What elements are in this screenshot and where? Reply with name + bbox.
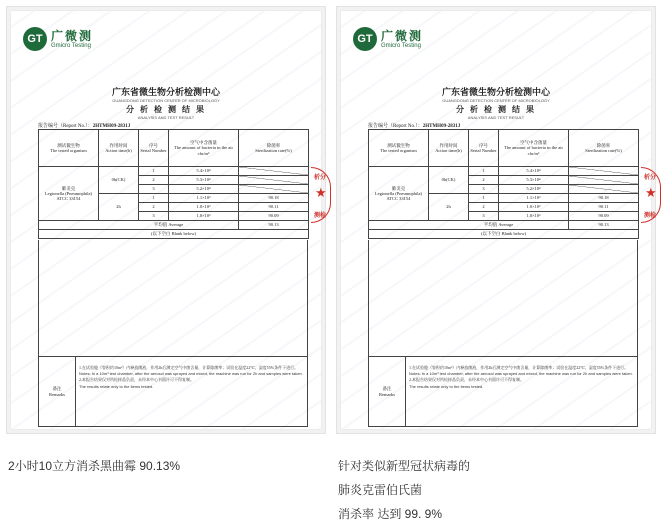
report-number-label: 报告编号（Report No.）： (38, 124, 93, 129)
blank-below-note: (以下空白 Blank below) (39, 230, 309, 239)
amount-cell: 5.2×10⁴ (499, 185, 569, 194)
seal-text-top: 析分 (314, 175, 327, 181)
seal-text-bottom: 测检 (314, 213, 327, 219)
average-value: 90.13 (239, 221, 309, 230)
rate-cell-empty (239, 176, 309, 185)
header-rate: 除菌率 Sterilization rate(%) (239, 130, 309, 167)
result-title-en: ANALYSIS AND TEST RESULT (137, 115, 195, 120)
organism-cell (39, 167, 99, 221)
header-organism: 测试微生物 The tested organism (369, 130, 429, 167)
time-ck-cell: 0h(CK) (429, 167, 469, 194)
rate-cell-empty (239, 185, 309, 194)
remarks-label (369, 357, 406, 426)
average-row (39, 221, 309, 230)
center-title-en: GUANGDONG DETECTION CENTER OF MICROBIOLOGY (442, 98, 550, 103)
caption-right-line1: 针对类似新型冠状病毒的 (338, 459, 471, 473)
logo (23, 25, 95, 59)
rate-cell: 90.11 (239, 203, 309, 212)
serial-cell: 3 (469, 185, 499, 194)
rate-cell: 90.11 (569, 203, 639, 212)
serial-cell: 2 (139, 176, 169, 185)
logo-name-en: Gmicro Testing (381, 43, 421, 49)
blank-row (39, 230, 309, 239)
organism-strain: ATCC 33154 (386, 196, 411, 202)
average-value: 90.13 (569, 221, 639, 230)
report-number-label: 报告编号（Report No.）： (368, 124, 423, 129)
blank-area (368, 240, 638, 357)
remarks-label-en: Remarks (49, 392, 65, 397)
remark-line: Notes: In a 10m³ test chamber, after the aerosol was sprayed and mixed, the machine was run for 2h and samples were taken. (409, 371, 633, 377)
serial-cell: 2 (139, 203, 169, 212)
amount-cell: 5.2×10⁴ (169, 185, 239, 194)
rate-cell-empty (569, 185, 639, 194)
caption-right-line2: 肺炎克雷伯氏菌 (338, 483, 423, 497)
amount-cell: 1.0×10³ (499, 203, 569, 212)
blank-below-note: (以下空白 Blank below) (369, 230, 639, 239)
amount-cell: 5.4×10⁴ (169, 167, 239, 176)
serial-cell: 3 (139, 185, 169, 194)
average-label: 平均值 Average (369, 221, 569, 230)
average-label: 平均值 Average (39, 221, 239, 230)
result-table (368, 129, 639, 239)
rate-cell: 90.18 (569, 194, 639, 203)
header-time: 作用时间 Action time(h) (99, 130, 139, 167)
caption-right-line3: 消杀率 达到 99. 9% (338, 507, 443, 521)
seal-text-bottom: 测检 (644, 213, 657, 219)
seal-text-top: 析分 (644, 175, 657, 181)
average-row (369, 221, 639, 230)
red-seal-stamp (311, 167, 331, 223)
result-title-cn: 分 析 检 测 结 果 (456, 105, 536, 114)
serial-cell: 3 (469, 212, 499, 221)
time-2h-cell: 2h (99, 194, 139, 221)
header-organism: 测试微生物 The tested organism (39, 130, 99, 167)
table-header-row (369, 130, 639, 167)
rate-cell: 90.18 (239, 194, 309, 203)
time-2h-cell: 2h (429, 194, 469, 221)
logo (353, 25, 425, 59)
serial-cell: 1 (469, 194, 499, 203)
blank-area (38, 240, 308, 357)
amount-cell: 1.1×10³ (169, 194, 239, 203)
logo-icon: GT (353, 27, 377, 51)
serial-cell: 3 (139, 212, 169, 221)
logo-name-cn: 广微测 (381, 29, 424, 43)
rate-cell: 90.09 (239, 212, 309, 221)
star-icon: ★ (645, 185, 657, 200)
header-amount: 空气中含菌量 The amount of bacteria in the air cfu/m³ (499, 130, 569, 167)
remarks-label-en: Remarks (379, 392, 395, 397)
remark-line: 2.本报告结果仅对所检样品负责，未经本中心书面许可不得复制。 (409, 377, 524, 383)
report-number-value: 2HTMH09-2831J (92, 124, 131, 129)
table-header-row (39, 130, 309, 167)
rate-cell-empty (239, 167, 309, 176)
organism-en: Legionella (Pneumophila) (374, 190, 423, 196)
result-table (38, 129, 309, 239)
report-card-left[interactable] (6, 6, 326, 434)
result-title-cn: 分 析 检 测 结 果 (126, 105, 206, 114)
serial-cell: 2 (469, 176, 499, 185)
header-time: 作用时间 Action time(h) (429, 130, 469, 167)
header-serial: 序号 Serial Number (139, 130, 169, 167)
star-icon: ★ (315, 185, 327, 200)
report-page (11, 11, 321, 429)
serial-cell: 1 (139, 167, 169, 176)
organism-en: Legionella (Pneumophila) (44, 190, 93, 196)
remark-line: Notes: In a 10m³ test chamber, after the aerosol was sprayed and mixed, the machine was run for 2h and samples were taken. (79, 371, 303, 377)
organism-strain: ATCC 33154 (56, 196, 81, 202)
rate-cell-empty (569, 176, 639, 185)
logo-icon: GT (23, 27, 47, 51)
amount-cell: 1.1×10³ (499, 194, 569, 203)
logo-name-cn: 广微测 (51, 29, 94, 43)
logo-name-en: Gmicro Testing (51, 43, 91, 49)
report-number (368, 122, 460, 129)
remarks-label-cn: 备注 (382, 386, 392, 391)
remarks-box (368, 357, 638, 427)
red-seal-stamp (641, 167, 661, 223)
report-number (38, 122, 130, 129)
header-rate: 除菌率 Sterilization rate(%) (569, 130, 639, 167)
amount-cell: 5.3×10⁴ (169, 176, 239, 185)
center-title-cn: 广东省微生物分析检测中心 (111, 87, 220, 97)
serial-cell: 1 (139, 194, 169, 203)
remark-line: 1.在试验舱（容积约10m³）内释放菌液，作用2h后测定空气中菌含量，计算除菌率；试验在温度22℃、湿度55%条件下进行。 (409, 365, 629, 370)
time-ck-cell: 0h(CK) (99, 167, 139, 194)
report-card-right[interactable] (336, 6, 656, 434)
result-title-en: ANALYSIS AND TEST RESULT (467, 115, 525, 120)
serial-cell: 1 (469, 167, 499, 176)
remarks-box (38, 357, 308, 427)
amount-cell: 1.0×10³ (499, 212, 569, 221)
rate-cell-empty (569, 167, 639, 176)
remark-line: 2.本报告结果仅对所检样品负责，未经本中心书面许可不得复制。 (79, 377, 194, 383)
remark-line: The results relate only to the items tested. (409, 383, 484, 389)
remarks-text (79, 365, 303, 390)
table-row (39, 167, 309, 176)
center-title-cn: 广东省微生物分析检测中心 (441, 87, 550, 97)
remark-line: The results relate only to the items tested. (79, 383, 154, 389)
amount-cell: 1.0×10³ (169, 203, 239, 212)
remarks-label-cn: 备注 (52, 386, 62, 391)
serial-cell: 2 (469, 203, 499, 212)
center-title-en: GUANGDONG DETECTION CENTER OF MICROBIOLOGY (112, 98, 220, 103)
table-row (369, 167, 639, 176)
amount-cell: 1.0×10³ (169, 212, 239, 221)
blank-row (369, 230, 639, 239)
remarks-text (409, 365, 633, 390)
organism-cell (369, 167, 429, 221)
organism-cn: 肺炎克 (61, 185, 76, 191)
remark-line: 1.在试验舱（容积约10m³）内释放菌液，作用2h后测定空气中菌含量，计算除菌率；试验在温度22℃、湿度55%条件下进行。 (79, 365, 299, 370)
rate-cell: 90.09 (569, 212, 639, 221)
organism-cn: 肺炎克 (391, 185, 406, 191)
amount-cell: 5.3×10⁴ (499, 176, 569, 185)
header-serial: 序号 Serial Number (469, 130, 499, 167)
remarks-label (39, 357, 76, 426)
report-page (341, 11, 651, 429)
header-amount: 空气中含菌量 The amount of bacteria in the air cfu/m³ (169, 130, 239, 167)
report-number-value: 2HTMH09-2831J (422, 124, 461, 129)
caption-left: 2小时10立方消杀黑曲霉 90.13% (8, 459, 181, 473)
amount-cell: 5.4×10⁴ (499, 167, 569, 176)
